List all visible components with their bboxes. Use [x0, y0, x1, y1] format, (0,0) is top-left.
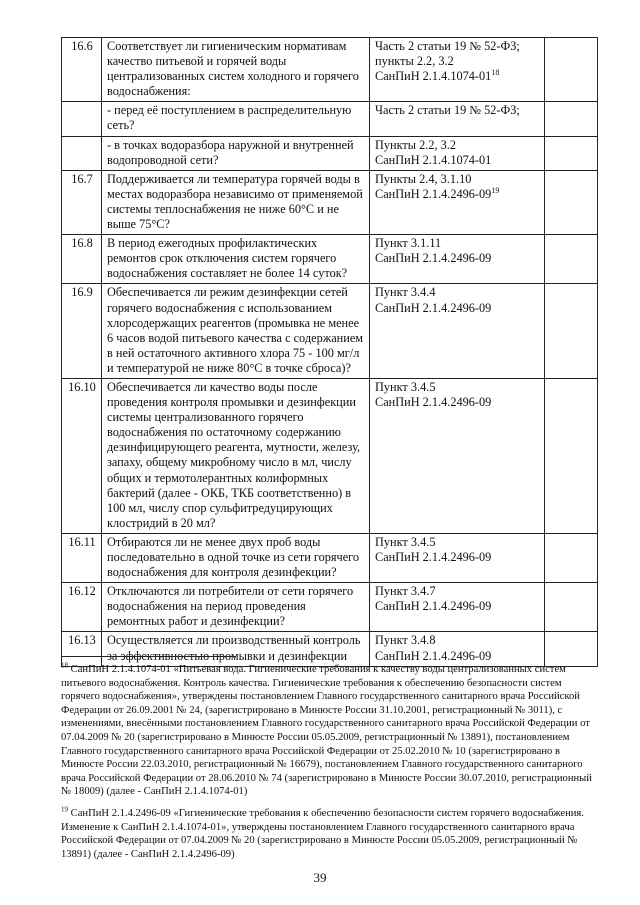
- table-row: [62, 102, 598, 136]
- answer-cell[interactable]: [545, 583, 598, 632]
- footnote-19: [61, 807, 597, 861]
- reference-text: СанПиН 2.1.4.2496-09: [375, 251, 492, 266]
- reference-text-line: [375, 39, 540, 54]
- reference-text: СанПиН 2.1.4.1074-01: [375, 69, 492, 84]
- table-row: [62, 235, 598, 284]
- reference-text-line: [375, 395, 540, 410]
- question-text-line: водоснабжения на период проведения: [107, 599, 306, 614]
- question-text-line: бактерий (далее - ОКБ, ТКБ соответственно) в: [107, 485, 352, 500]
- item-number: 16.6: [62, 38, 102, 102]
- reference-cell: [370, 102, 545, 136]
- item-number: 16.8: [62, 235, 102, 284]
- question-text-line: 100 мл, числу спор сульфитредуцирующих: [107, 500, 333, 515]
- question-text-line: хлорсодержащих реагентов (промывка не менее: [107, 315, 360, 330]
- question-text-line: - в точках водоразбора наружной и внутренней: [107, 137, 354, 152]
- question-text-line: и температурой не ниже 80°С в точке сброса)?: [107, 360, 351, 375]
- table-row: [62, 38, 598, 102]
- answer-cell[interactable]: [545, 378, 598, 533]
- checklist-table: [61, 37, 598, 670]
- reference-cell: [370, 136, 545, 170]
- reference-text: Часть 2 статьи 19 № 52-ФЗ;: [375, 103, 520, 118]
- item-number: 16.12: [62, 583, 102, 632]
- reference-cell: [370, 38, 545, 102]
- reference-text-line: [375, 251, 540, 266]
- question-text-line: системы централизованного горячего: [107, 410, 304, 425]
- question-text-line: проведения контроля промывки и дезинфекции: [107, 395, 356, 410]
- table-row: [62, 136, 598, 170]
- question-text-line: централизованных систем холодного и горячего: [107, 69, 359, 84]
- reference-text: СанПиН 2.1.4.1074-01: [375, 152, 492, 167]
- answer-cell[interactable]: [545, 170, 598, 234]
- reference-text-line: [375, 301, 540, 316]
- reference-text-line: [375, 69, 540, 84]
- question-cell: [102, 235, 370, 284]
- question-text-line: водоснабжения для контроля дезинфекции?: [107, 565, 337, 580]
- question-text-line: Отключаются ли потребители от сети горячего: [107, 584, 354, 599]
- reference-cell: [370, 378, 545, 533]
- question-text-line: клостридий в 20 мл?: [107, 515, 216, 530]
- reference-text-line: [375, 236, 540, 251]
- footnote-marker: 19: [61, 805, 68, 814]
- footnote-marker: 18: [61, 661, 68, 670]
- question-text-line: ремонтов срок отключения систем горячего: [107, 251, 337, 266]
- footnote-reference[interactable]: 19: [491, 185, 500, 195]
- question-text-line: 6 часов водой питьевого качества с содержанием: [107, 330, 364, 345]
- reference-text: Пункты 2.2, 3.2: [375, 137, 457, 152]
- question-text-line: системы теплоснабжения не ниже 60°С и не: [107, 201, 339, 216]
- question-text-line: Осуществляется ли производственный контроль: [107, 633, 361, 648]
- question-cell: [102, 38, 370, 102]
- reference-text: пункты 2.2, 3.2: [375, 54, 454, 69]
- footnote-reference[interactable]: 18: [491, 68, 500, 78]
- question-text-line: запаху, общему микробному число в мл, числу: [107, 455, 352, 470]
- reference-text-line: [375, 633, 540, 648]
- reference-text: Пункт 3.4.5: [375, 534, 436, 549]
- reference-text: Часть 2 статьи 19 № 52-ФЗ;: [375, 39, 520, 53]
- reference-text-line: [375, 103, 540, 118]
- reference-text-line: [375, 138, 540, 153]
- question-text-line: В период ежегодных профилактических: [107, 236, 318, 251]
- reference-cell: [370, 170, 545, 234]
- reference-text: Пункт 3.4.4: [375, 285, 436, 300]
- question-text-line: Соответствует ли гигиеническим нормативам: [107, 39, 347, 53]
- answer-cell[interactable]: [545, 136, 598, 170]
- reference-text: СанПиН 2.1.4.2496-09: [375, 599, 492, 614]
- question-text-line: водоснабжения:: [107, 84, 191, 99]
- question-text-line: общих и термотолерантных колиформных: [107, 470, 329, 485]
- reference-text-line: [375, 550, 540, 565]
- answer-cell[interactable]: [545, 102, 598, 136]
- question-cell: [102, 102, 370, 136]
- reference-text-line: [375, 584, 540, 599]
- question-cell: [102, 284, 370, 379]
- question-text-line: последовательно в одной точке из сети горячего: [107, 550, 360, 564]
- reference-cell: [370, 533, 545, 582]
- answer-cell[interactable]: [545, 235, 598, 284]
- reference-text-line: [375, 172, 540, 187]
- question-cell: [102, 533, 370, 582]
- answer-cell[interactable]: [545, 533, 598, 582]
- question-text-line: водопроводной сети?: [107, 152, 219, 167]
- question-text-line: ремонтных работ и дезинфекции?: [107, 614, 285, 629]
- question-text-line: местах водоразбора независимо от применяемой: [107, 186, 363, 201]
- table-row: [62, 533, 598, 582]
- question-text-line: Поддерживается ли температура горячей воды в: [107, 171, 360, 186]
- reference-text-line: [375, 187, 540, 202]
- reference-text: СанПиН 2.1.4.2496-09: [375, 550, 492, 564]
- reference-text: СанПиН 2.1.4.2496-09: [375, 300, 492, 315]
- question-text-line: дезинфицирующего реагента, мутности, железу,: [107, 440, 361, 455]
- item-number: 16.7: [62, 170, 102, 234]
- table-row: [62, 284, 598, 379]
- reference-cell: [370, 583, 545, 632]
- footnote-18: [61, 663, 597, 799]
- question-text-line: сеть?: [107, 118, 135, 133]
- footnotes-section: [61, 656, 597, 869]
- reference-cell: [370, 284, 545, 379]
- reference-text-line: [375, 153, 540, 168]
- reference-text-line: [375, 599, 540, 614]
- table-row: [62, 583, 598, 632]
- reference-text-line: [375, 285, 540, 300]
- question-text-line: качество питьевой и горячей воды: [107, 54, 287, 69]
- question-text-line: водоснабжения составляет не более 14 суток?: [107, 266, 348, 281]
- checklist-table-body: [61, 38, 598, 670]
- question-text-line: за эффективностью промывки и дезинфекции: [107, 648, 348, 663]
- reference-text: Пункт 3.4.5: [375, 379, 436, 394]
- question-cell: [102, 583, 370, 632]
- footnote-text: СанПиН 2.1.4.2496-09 «Гигиенические требования к обеспечению безопасности систем горячего водоснабжения. Изменение к СанПиН 2.1.4.1074-01», утверждены постановлением Главного государственного санитарного врача Российской Федерации от 07.04.2009 № 20 (зарегистрировано в Минюсте России 05.05.2009, регистрационный № 13891) (далее - СанПиН 2.1.4.2496-09): [61, 807, 584, 860]
- question-text-line: водоснабжения по остаточному содержанию: [107, 425, 341, 440]
- question-text-line: - перед её поступлением в распределительную: [107, 103, 352, 118]
- answer-cell[interactable]: [545, 38, 598, 102]
- question-cell: [102, 136, 370, 170]
- reference-cell: [370, 235, 545, 284]
- footnote-text: СанПиН 2.1.4.1074-01 «Питьевая вода. Гигиенические требования к качеству воды централизованных систем питьевого водоснабжения. Контроль качества. Гигиенические требования к обеспечению безопасности систем горячего водоснабжения», утверждены постановлением Главного государственного санитарного врача Российской Федерации от 26.09.2001 № 24, (зарегистрировано в Минюсте России 31.10.2001, регистрационный № 3011), с изменениями, внесёнными постановлением Главного государственного санитарного врача Российской Федерации от 07.04.2009 № 20 (зарегистрировано в Минюсте России 05.05.2009, регистрационный № 13891), постановлением Главного государственного санитарного врача Российской Федерации от 25.02.2010 № 10 (зарегистрировано в Минюсте России 22.03.2010, регистрационный № 16679), постановлением Главного государственного санитарного врача Российской Федерации от 28.06.2010 № 74 (зарегистрировано в Минюсте России 30.07.2010, регистрационный № 18009) (далее - СанПиН 2.1.4.1074-01): [61, 664, 592, 798]
- question-text-line: Обеспечивается ли режим дезинфекции сетей: [107, 285, 348, 300]
- item-number: [62, 136, 102, 170]
- question-text-line: в ней остаточного активного хлора 75 - 100 мг/л: [107, 345, 360, 360]
- reference-text: Пункт 3.1.11: [375, 236, 442, 251]
- reference-text: СанПиН 2.1.4.2496-09: [375, 186, 492, 201]
- reference-text: Пункт 3.4.7: [375, 584, 436, 599]
- table-row: [62, 170, 598, 234]
- reference-text-line: [375, 54, 540, 69]
- reference-text-line: [375, 380, 540, 395]
- footnote-separator: [61, 656, 236, 657]
- question-cell: [102, 170, 370, 234]
- page-number: 39: [313, 870, 327, 885]
- question-text-line: выше 75°С?: [107, 217, 170, 232]
- item-number: 16.9: [62, 284, 102, 379]
- question-text-line: Отбираются ли не менее двух проб воды: [107, 534, 321, 549]
- item-number: 16.11: [62, 533, 102, 582]
- item-number: 16.10: [62, 378, 102, 533]
- reference-text: Пункт 3.4.8: [375, 633, 436, 648]
- question-text-line: Обеспечивается ли качество воды после: [107, 379, 318, 394]
- table-row: [62, 378, 598, 533]
- reference-text: СанПиН 2.1.4.2496-09: [375, 395, 492, 410]
- item-number: 16.13: [62, 632, 102, 666]
- answer-cell[interactable]: [545, 284, 598, 379]
- reference-text: Пункты 2.4, 3.1.10: [375, 171, 472, 186]
- reference-text: СанПиН 2.1.4.2496-09: [375, 648, 492, 663]
- item-number: [62, 102, 102, 136]
- question-cell: [102, 378, 370, 533]
- question-text-line: горячего водоснабжения с использованием: [107, 300, 332, 315]
- reference-text-line: [375, 535, 540, 550]
